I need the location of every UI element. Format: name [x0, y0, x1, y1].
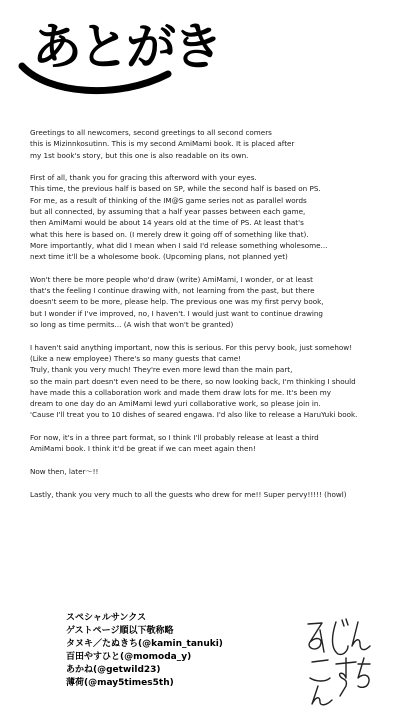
thanks-guest: あかね(@getwild23) — [66, 665, 161, 675]
text-line: that's the feeling I continue drawing with, not learning from the past, but there — [30, 286, 315, 296]
paragraph — [30, 342, 380, 421]
text-line: then AmiMami would be about 14 years old at the time of PS. At least that's — [30, 218, 304, 228]
text-line: More importantly, what did I mean when I said I'd release something wholesome... — [30, 240, 328, 250]
text-line: AmiMami book. I think it'd be great if we can meet again then! — [30, 444, 256, 454]
text-line: Greetings to all newcomers, second greetings to all second comers — [30, 128, 272, 137]
text-line: First of all, thank you for gracing this afterword with your eyes. — [30, 173, 257, 183]
afterword-title — [18, 8, 220, 100]
thanks-guest: タヌキ／たぬきち(@kamin_tanuki) — [66, 639, 223, 649]
text-line: Now then, later〜!! — [30, 466, 99, 476]
text-line: doesn't seem to be more, please help. The previous one was my first pervy book, — [30, 297, 324, 307]
title-text: あとがき — [32, 18, 220, 76]
author-signature — [300, 616, 374, 708]
text-line: Truly, thank you very much! They're even more lewd than the main part, — [30, 365, 293, 375]
text-line: so the main part doesn't even need to be there, so now looking back, I'm thinking I should — [30, 376, 356, 386]
text-line: dream to one day do an AmiMami lewd yuri collaborative work, so please join in. — [30, 399, 321, 409]
text-line: Won't there be more people who'd draw (write) AmiMami, I wonder, or at least — [30, 274, 313, 284]
text-line: this is Mizinnkosutinn. This is my second AmiMami book. It is placed after — [30, 139, 295, 149]
paragraph — [30, 127, 380, 161]
thanks-heading: スペシャルサンクス — [66, 613, 147, 623]
paragraph — [30, 489, 380, 500]
text-line: what this here is based on. (I merely drew it going off of something like that). — [30, 229, 309, 239]
paragraph — [30, 466, 380, 477]
text-line: next time it'll be a wholesome book. (Upcoming plans, not planned yet) — [30, 252, 288, 262]
paragraph — [30, 432, 380, 455]
thanks-heading: ゲストページ順以下敬称略 — [66, 626, 174, 636]
text-line: This time, the previous half is based on SP, while the second half is based on PS. — [30, 184, 321, 194]
text-line: but all connected, by assuming that a half year passes between each game, — [30, 207, 306, 217]
text-line: but I wonder if I've improved, no, I haven't. I would just want to continue drawing — [30, 308, 323, 318]
signature-drawing — [300, 616, 374, 708]
paragraph — [30, 172, 380, 262]
text-line: (Like a new employee) There's so many guests that came! — [30, 353, 242, 363]
text-line: have made this a collaboration work and made them draw lots for me. It's been my — [30, 387, 331, 397]
text-line: so long as time permits... (A wish that won't be granted) — [30, 320, 234, 330]
text-line: 'Cause I'll treat you to 10 dishes of seared engawa. I'd also like to release a HaruYuki book. — [30, 410, 358, 420]
text-line: For now, it's in a three part format, so I think I'll probably release at least a third — [30, 433, 319, 443]
special-thanks-list — [66, 612, 296, 690]
text-line: Lastly, thank you very much to all the guests who drew for me!! Super pervy!!!!! (howl) — [30, 489, 347, 499]
text-line: I haven't said anything important, now this is serious. For this pervy book, just somehow! — [30, 342, 353, 352]
afterword-body — [30, 127, 380, 511]
thanks-guest: 百田やすひと(@momoda_y) — [66, 652, 192, 662]
thanks-guest: 薄荷(@may5times5th) — [66, 678, 174, 688]
text-line: my 1st book's story, but this one is also readable on its own. — [30, 150, 249, 160]
text-line: For me, as a result of thinking of the IM@S game series not as parallel words — [30, 195, 307, 205]
paragraph — [30, 274, 380, 330]
